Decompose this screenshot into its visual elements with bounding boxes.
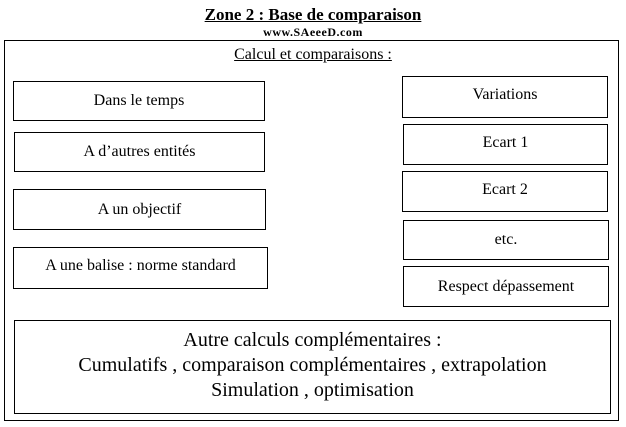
box-etc: etc.: [403, 220, 609, 260]
bottom-line-2: Cumulatifs , comparaison complémentaires , extrapolation: [78, 354, 547, 376]
box-une-balise: A une balise : norme standard: [13, 247, 268, 289]
box-autres-entites: A d’autres entités: [14, 132, 265, 172]
page-title: Zone 2 : Base de comparaison: [204, 5, 422, 24]
box-un-objectif: A un objectif: [13, 189, 266, 230]
section-heading: Calcul et comparaisons :: [234, 46, 392, 63]
box-ecart-1: Ecart 1: [403, 124, 608, 165]
box-autres-calculs: [14, 320, 611, 414]
bottom-line-1: Autre calculs complémentaires :: [183, 329, 442, 351]
box-variations: Variations: [402, 76, 608, 118]
box-ecart-2: Ecart 2: [402, 171, 608, 212]
bottom-line-3: Simulation , optimisation: [211, 379, 414, 401]
watermark: www.SAeeeD.com: [263, 25, 363, 39]
box-respect-depassement: Respect dépassement: [403, 266, 609, 307]
box-dans-le-temps: Dans le temps: [13, 81, 265, 121]
